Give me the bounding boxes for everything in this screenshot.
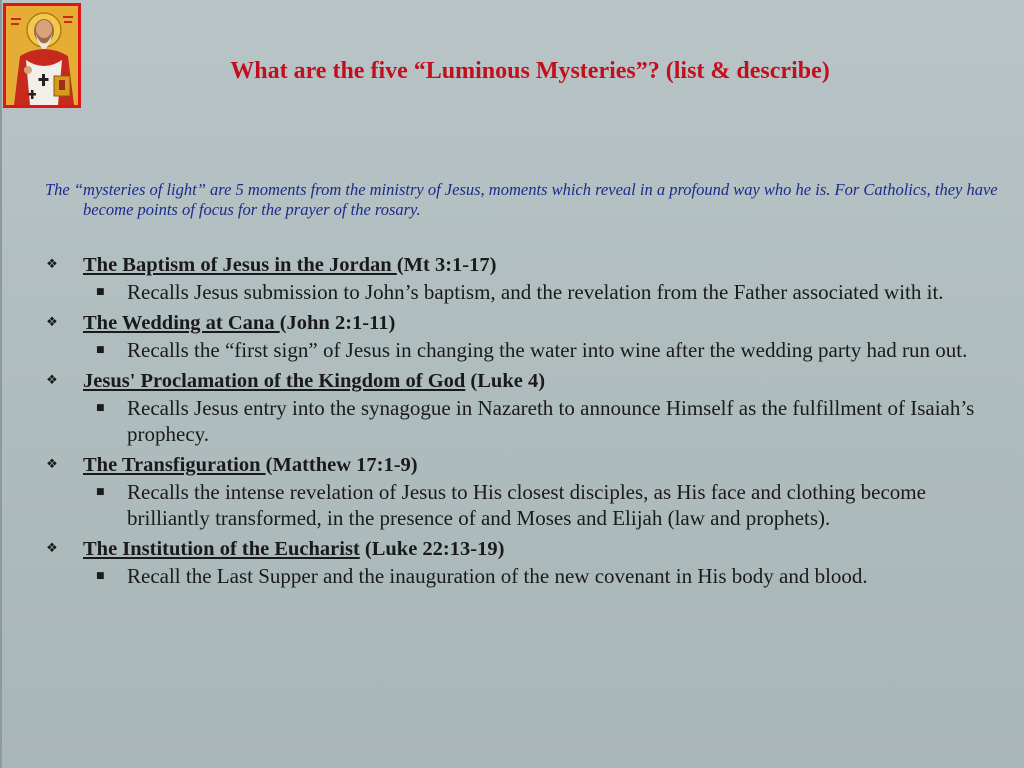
square-bullet-icon: ■: [96, 287, 105, 297]
diamond-bullet-icon: ❖: [46, 457, 58, 472]
list-item: [45, 367, 995, 447]
item-heading: [46, 367, 995, 395]
diamond-bullet-icon: ❖: [46, 257, 58, 272]
mystery-description: [96, 395, 995, 447]
saint-icon-image: [3, 3, 81, 108]
item-heading: [46, 451, 995, 479]
scripture-reference: (Luke 4): [465, 370, 546, 392]
scripture-reference: (Luke 22:13-19): [359, 538, 505, 560]
square-bullet-icon: ■: [96, 487, 105, 497]
mysteries-list: [45, 251, 995, 593]
description-text: Recalls the “first sign” of Jesus in changing the water into wine after the wedding party had run out.: [127, 338, 968, 362]
mystery-title: The Wedding at Cana: [83, 312, 280, 334]
left-frame-line: [0, 0, 2, 768]
saint-icon-graphic: [6, 6, 78, 105]
mystery-description: [96, 479, 995, 531]
mystery-title: The Transfiguration: [83, 454, 266, 476]
description-text: Recalls the intense revelation of Jesus to His closest disciples, as His face and clothing become brilliantly transformed, in the presence of and Moses and Elijah (law and prophets).: [127, 480, 926, 530]
item-heading: [46, 251, 995, 279]
description-text: Recalls Jesus entry into the synagogue in Nazareth to announce Himself as the fulfillment of Isaiah’s prophecy.: [127, 396, 975, 446]
mystery-title: Jesus' Proclamation of the Kingdom of God: [83, 370, 466, 392]
description-text: Recalls Jesus submission to John’s baptism, and the revelation from the Father associated with it.: [127, 280, 944, 304]
list-item: [45, 451, 995, 531]
scripture-reference: (Matthew 17:1-9): [265, 454, 418, 476]
mystery-description: [96, 563, 995, 589]
scripture-reference: (Mt 3:1-17): [396, 254, 497, 276]
diamond-bullet-icon: ❖: [46, 373, 58, 388]
diamond-bullet-icon: ❖: [46, 315, 58, 330]
diamond-bullet-icon: ❖: [46, 541, 58, 556]
intro-text: The “mysteries of light” are 5 moments from the ministry of Jesus, moments which reveal in a profound way who he is. For Catholics, they have become points of focus for the prayer of the rosary.: [45, 180, 998, 219]
mystery-description: [96, 337, 995, 363]
scripture-reference: (John 2:1-11): [279, 312, 396, 334]
description-text: Recall the Last Supper and the inauguration of the new covenant in His body and blood.: [127, 564, 868, 588]
item-heading: [46, 535, 995, 563]
list-item: [45, 251, 995, 305]
square-bullet-icon: ■: [96, 345, 105, 355]
item-heading: [46, 309, 995, 337]
square-bullet-icon: ■: [96, 403, 105, 413]
mystery-title: The Baptism of Jesus in the Jordan: [83, 254, 397, 276]
square-bullet-icon: ■: [96, 571, 105, 581]
slide-title: What are the five “Luminous Mysteries”? (list & describe): [230, 58, 830, 84]
mystery-description: [96, 279, 995, 305]
list-item: [45, 535, 995, 589]
mystery-title: The Institution of the Eucharist: [83, 538, 360, 560]
list-item: [45, 309, 995, 363]
